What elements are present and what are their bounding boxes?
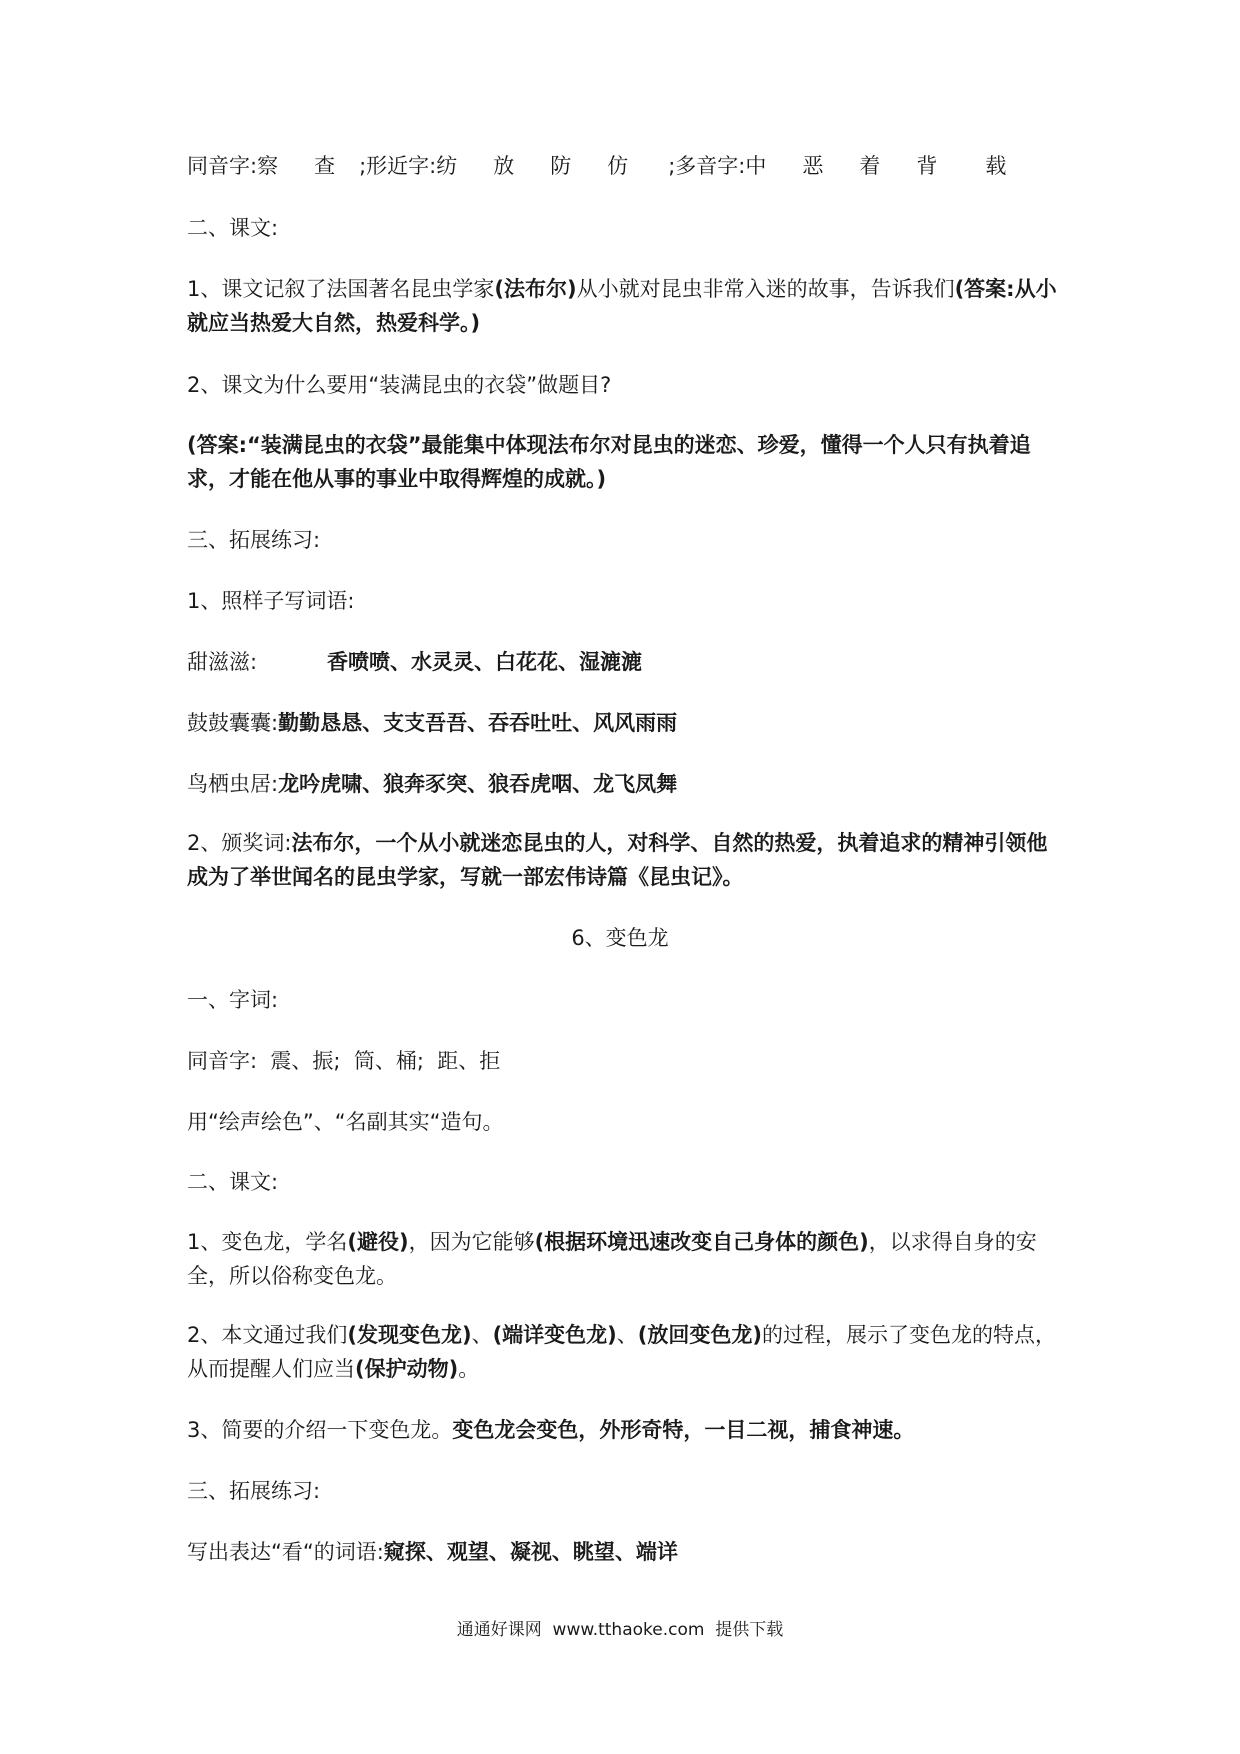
polyphonic-char: 恶 — [802, 154, 824, 178]
homophone-char: 查 — [314, 154, 336, 178]
lesson6-item-3 — [187, 1414, 1057, 1446]
answer-span: 变色龙会变色，外形奇特，一目二视，捕食神速。 — [452, 1418, 915, 1442]
text-span: 、 — [471, 1323, 493, 1347]
polyphonic-char: 着 — [859, 154, 881, 178]
section-heading-text: 二、课文: — [187, 1170, 279, 1194]
pattern-answer: 龙吟虎啸、狼奔豕突、狼吞虎咽、龙飞凤舞 — [278, 772, 678, 796]
page-footer: 通通好课网 www.tthaoke.com 提供下载 — [456, 1620, 784, 1640]
answer-span: (保护动物) — [355, 1357, 459, 1381]
word-pattern-row — [187, 768, 1057, 800]
homophone-label: 同音字: — [187, 154, 258, 178]
section-heading-extension: 三、拓展练习: — [187, 1479, 321, 1503]
answer-span: (放回变色龙) — [637, 1323, 762, 1347]
word-pattern-row — [187, 646, 1057, 678]
text-span: 、 — [616, 1323, 638, 1347]
text-span: 1、变色龙，学名 — [187, 1230, 348, 1254]
exercise-1-title: 1、照样子写词语: — [187, 589, 355, 613]
award-text: 法布尔，一个从小就迷恋昆虫的人，对科学、自然的热爱，执着追求的精神引领他成为了举世闻名的昆虫学家，写就一部宏伟诗篇《昆虫记》。 — [187, 831, 1048, 889]
lesson6-exercise — [187, 1536, 1057, 1568]
similar-char: 防 — [550, 154, 572, 178]
lesson6-item-1 — [187, 1225, 1057, 1293]
text-span: 3、简要的介绍一下变色龙。 — [187, 1418, 453, 1442]
text-span: 2、本文通过我们 — [187, 1323, 348, 1347]
similar-char: 放 — [493, 154, 515, 178]
lesson-title: 6、变色龙 — [571, 926, 669, 950]
text-span: 从小就对昆虫非常入迷的故事，告诉我们 — [576, 277, 955, 301]
question-2: 2、课文为什么要用“装满昆虫的衣袋”做题目? — [187, 373, 612, 397]
lesson6-item-2 — [187, 1318, 1057, 1386]
text-item-1 — [187, 272, 1057, 340]
answer-span: (答案:从小就应当热爱大自然，热爱科学。) — [187, 277, 1057, 335]
answer-span: 窥探、观望、凝视、眺望、端详 — [383, 1540, 678, 1564]
section-heading-words: 一、字词: — [187, 988, 279, 1012]
text-span: 1、课文记叙了法国著名昆虫学家 — [187, 277, 495, 301]
pattern-answer: 香喷喷、水灵灵、白花花、湿漉漉 — [327, 650, 642, 674]
answer-span: (端详变色龙) — [492, 1323, 617, 1347]
polyphonic-label: ;多音字: — [668, 154, 746, 178]
polyphonic-char: 载 — [985, 154, 1007, 178]
award-speech — [187, 826, 1057, 894]
answer-span: (根据环境迅速改变自己身体的颜色) — [534, 1230, 869, 1254]
answer-2: (答案:“装满昆虫的衣袋”最能集中体现法布尔对昆虫的迷恋、珍爱，懂得一个人只有执着追求，才能在他从事的事业中取得辉煌的成就。) — [187, 433, 1031, 491]
answer-span: (发现变色龙) — [347, 1323, 472, 1347]
lesson6-homophones: 同音字: 震、振; 筒、桶; 距、拒 — [187, 1049, 501, 1073]
sentence-making: 用“绘声绘色”、“名副其实“造句。 — [187, 1110, 504, 1134]
similar-label: ;形近字: — [359, 154, 437, 178]
polyphonic-char: 背 — [916, 154, 938, 178]
homophones-line — [187, 150, 1057, 182]
pattern-label: 鸟栖虫居: — [187, 772, 279, 796]
pattern-answer: 勤勤恳恳、支支吾吾、吞吞吐吐、风风雨雨 — [278, 711, 678, 735]
pattern-label: 鼓鼓囊囊: — [187, 711, 279, 735]
answer-span: (法布尔) — [494, 277, 577, 301]
award-label: 2、颁奖词: — [187, 831, 292, 855]
word-pattern-row — [187, 707, 1057, 739]
section-heading-text: 二、课文: — [187, 216, 279, 240]
similar-char: 仿 — [607, 154, 629, 178]
text-span: 。 — [458, 1357, 480, 1381]
similar-char: 纺 — [436, 154, 458, 178]
polyphonic-char: 中 — [745, 154, 767, 178]
text-span: 的过程，展示了变色龙的特点，从而提醒人们应当 — [187, 1323, 1056, 1381]
section-heading-extension: 三、拓展练习: — [187, 528, 321, 552]
answer-span: (避役) — [347, 1230, 409, 1254]
text-span: 写出表达“看“的词语: — [187, 1540, 384, 1564]
pattern-label: 甜滋滋: — [187, 650, 258, 674]
text-span: ，因为它能够 — [408, 1230, 535, 1254]
homophone-char: 察 — [257, 154, 279, 178]
text-span: ，以求得自身的安全，所以俗称变色龙。 — [187, 1230, 1037, 1288]
